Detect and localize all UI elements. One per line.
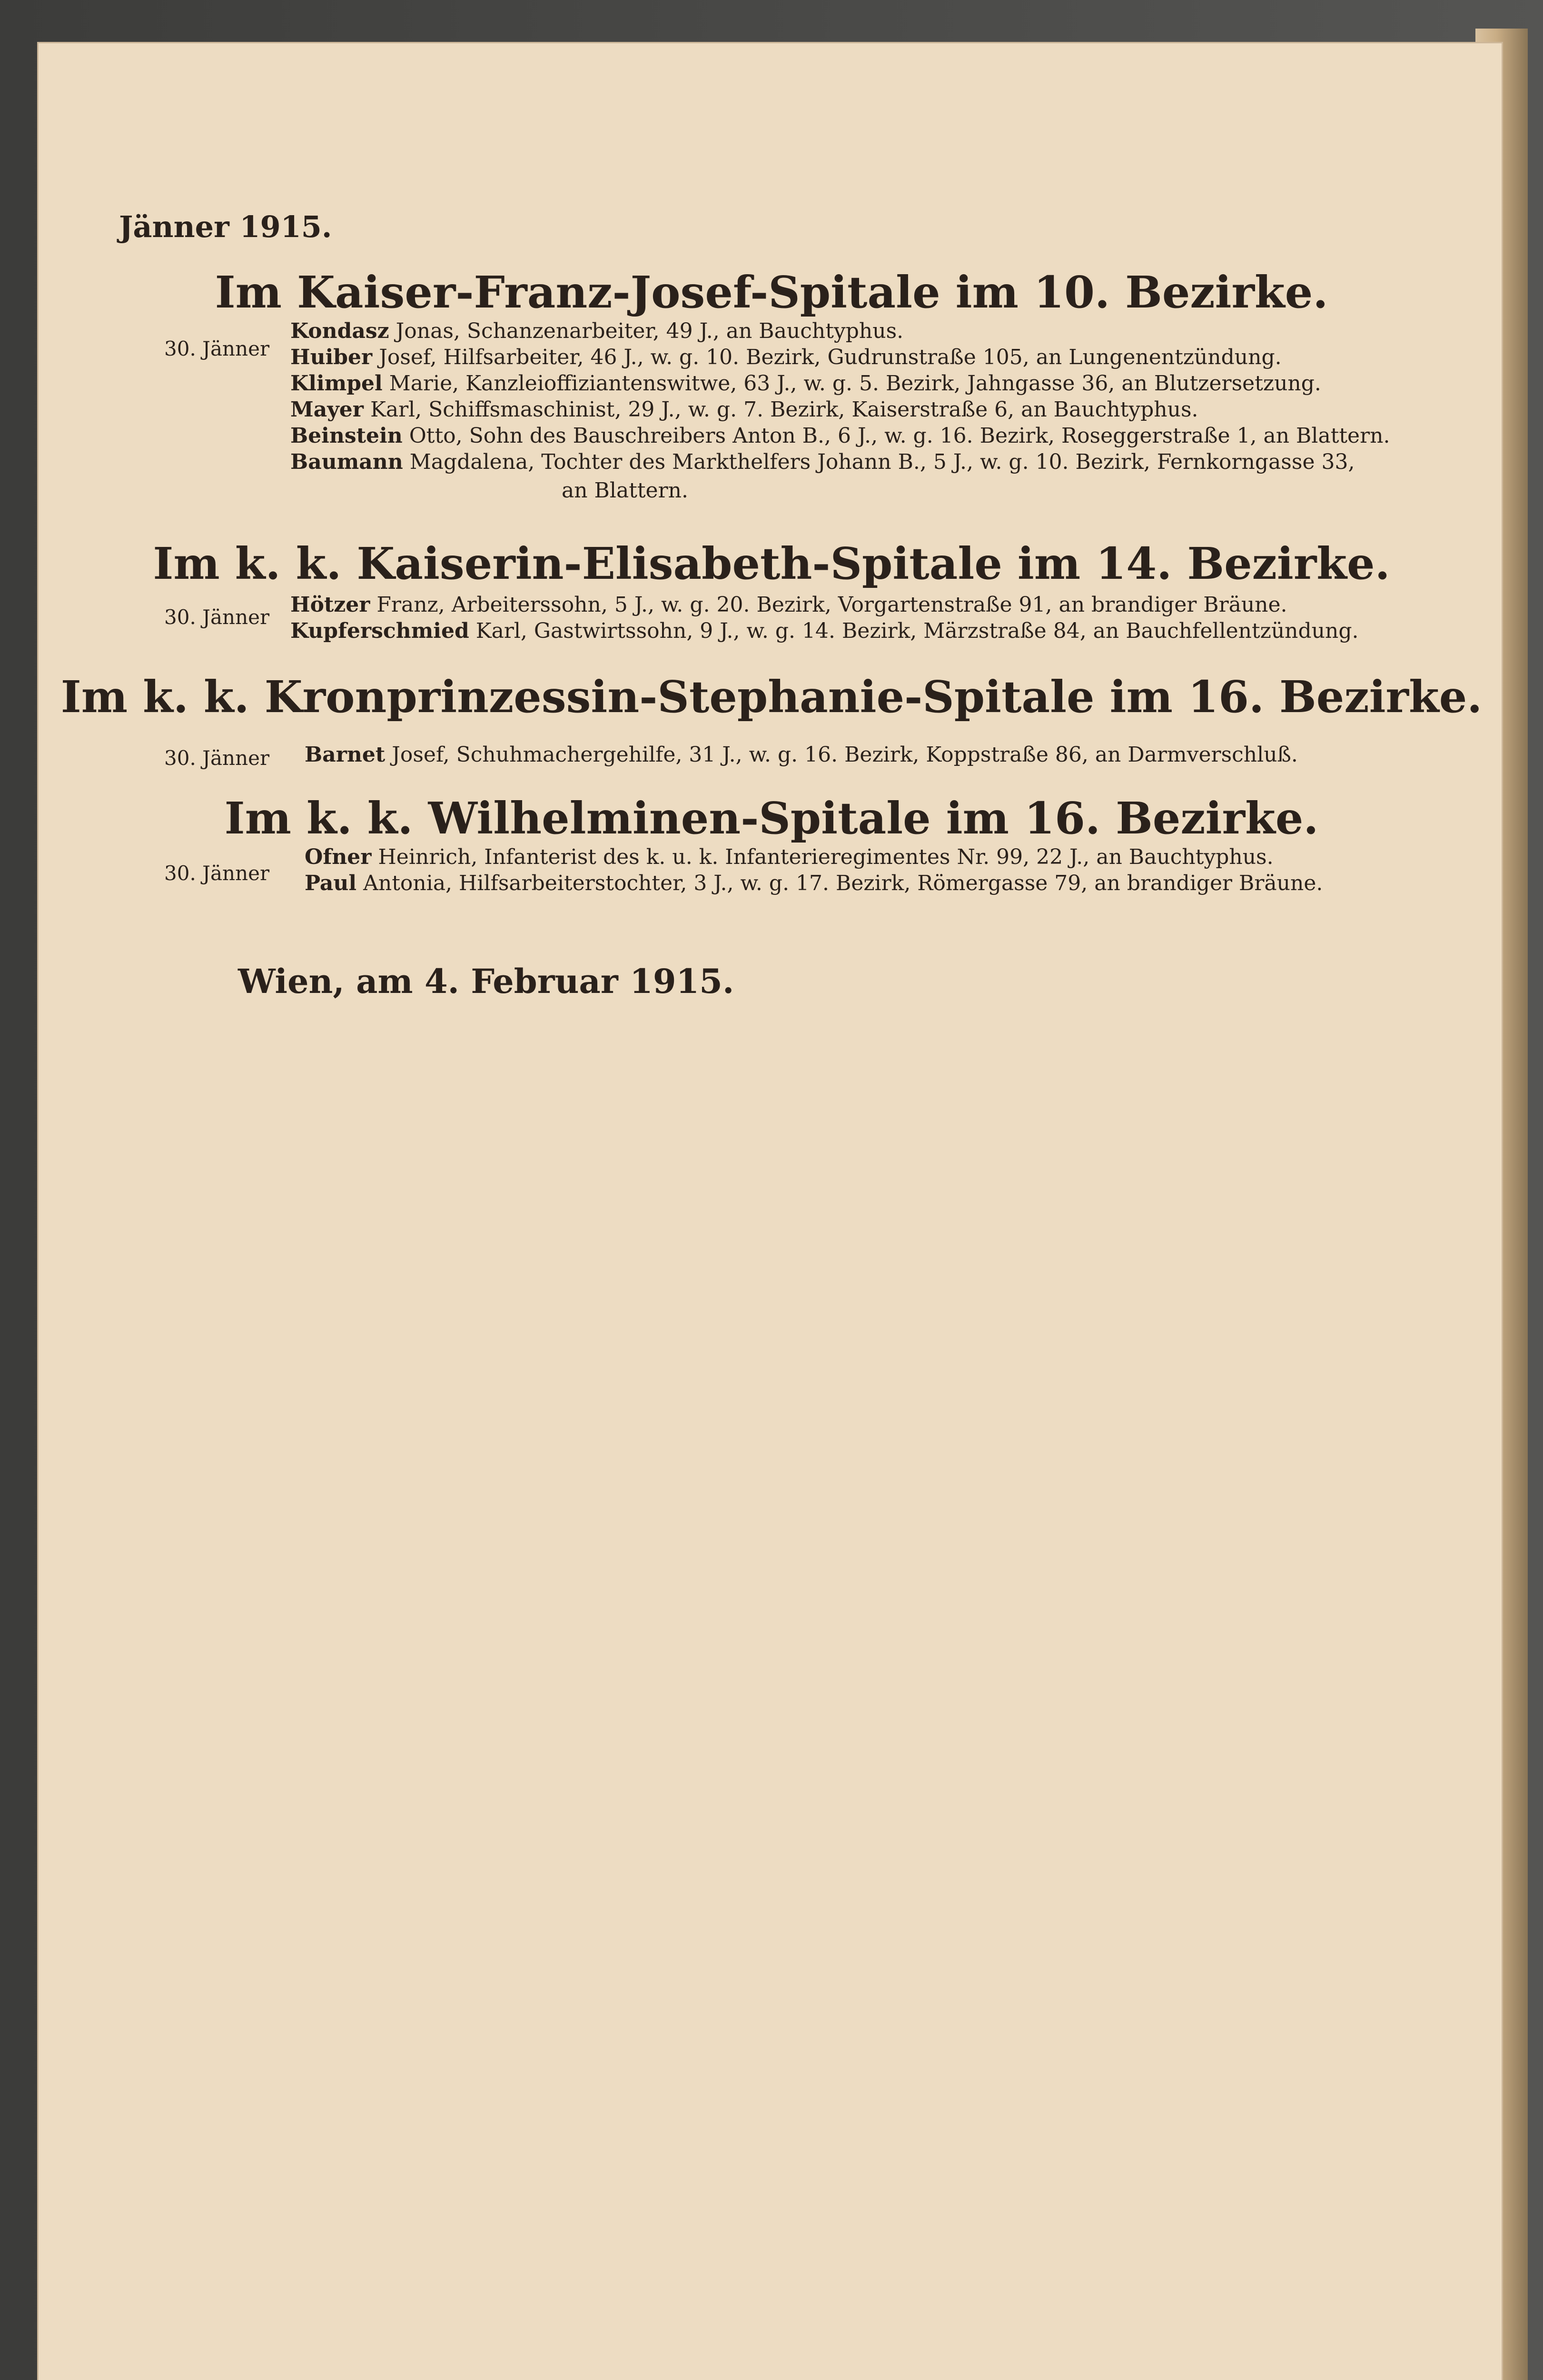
entry-row xyxy=(290,450,1355,474)
section-title: Im k. k. Wilhelminen-Spitale im 16. Bezirke. xyxy=(224,793,1319,844)
entry-row xyxy=(305,743,1298,767)
entry-text: Magdalena, Tochter des Markthelfers Johann B., 5 J., w. g. 10. Bezirk, Fernkorngasse 33, xyxy=(409,450,1355,474)
entry-text: Karl, Gastwirtssohn, 9 J., w. g. 14. Bezirk, Märzstraße 84, an Bauchfellentzündung. xyxy=(475,619,1359,643)
entry-name: Barnet xyxy=(305,743,386,767)
entry-row xyxy=(305,871,1323,895)
closing-line: Wien, am 4. Februar 1915. xyxy=(238,962,734,1001)
entry-date: 30. Jänner xyxy=(164,746,270,770)
entry-row xyxy=(305,845,1274,869)
header-month: Jänner 1915. xyxy=(119,209,332,244)
entry-text: Antonia, Hilfsarbeiterstochter, 3 J., w. g. 17. Bezirk, Römergasse 79, an brandiger Bräune. xyxy=(363,871,1323,895)
entry-name: Klimpel xyxy=(290,371,383,396)
entry-name: Paul xyxy=(305,871,357,895)
entry-row xyxy=(290,619,1359,643)
entry-text: Marie, Kanzleioffiziantenswitwe, 63 J., w. g. 5. Bezirk, Jahngasse 36, an Blutzersetzung. xyxy=(389,371,1321,396)
entry-row xyxy=(290,319,903,343)
entry-name: Baumann xyxy=(290,450,403,474)
entry-date: 30. Jänner xyxy=(164,337,270,360)
entry-text: Otto, Sohn des Bauschreibers Anton B., 6 J., w. g. 16. Bezirk, Roseggerstraße 1, an Blattern. xyxy=(409,424,1390,448)
entry-text: Karl, Schiffsmaschinist, 29 J., w. g. 7. Bezirk, Kaiserstraße 6, an Bauchtyphus. xyxy=(370,397,1198,422)
entry-date: 30. Jänner xyxy=(164,605,270,629)
entry-row xyxy=(290,397,1198,422)
entry-row xyxy=(290,593,1287,617)
entry-row xyxy=(290,424,1390,448)
entry-text: Heinrich, Infanterist des k. u. k. Infanterieregimentes Nr. 99, 22 J., an Bauchtyphus. xyxy=(378,845,1274,869)
entry-text: Jonas, Schanzenarbeiter, 49 J., an Bauchtyphus. xyxy=(396,319,904,343)
entry-name: Beinstein xyxy=(290,424,403,448)
entry-date: 30. Jänner xyxy=(164,862,270,885)
entry-name: Hötzer xyxy=(290,593,370,617)
entry-text: Franz, Arbeiterssohn, 5 J., w. g. 20. Bezirk, Vorgartenstraße 91, an brandiger Bräune. xyxy=(376,593,1287,617)
entry-text: Josef, Schuhmachergehilfe, 31 J., w. g. 16. Bezirk, Koppstraße 86, an Darmverschluß. xyxy=(392,743,1298,767)
entry-name: Kupferschmied xyxy=(290,619,469,643)
entry-name: Kondasz xyxy=(290,319,389,343)
section-title: Im k. k. Kaiserin-Elisabeth-Spitale im 14. Bezirke. xyxy=(153,538,1390,589)
entry-text: Josef, Hilfsarbeiter, 46 J., w. g. 10. Bezirk, Gudrunstraße 105, an Lungenentzündung. xyxy=(379,345,1282,369)
entry-name: Huiber xyxy=(290,345,373,369)
entry-name: Ofner xyxy=(305,845,372,869)
entry-text: an Blattern. xyxy=(562,478,688,503)
section-title: Im Kaiser-Franz-Josef-Spitale im 10. Bezirke. xyxy=(215,267,1328,318)
entry-row xyxy=(290,371,1321,396)
entry-row xyxy=(290,345,1282,369)
section-title: Im k. k. Kronprinzessin-Stephanie-Spitale im 16. Bezirke. xyxy=(60,671,1483,723)
entry-name: Mayer xyxy=(290,397,364,422)
entry-row xyxy=(562,478,688,503)
